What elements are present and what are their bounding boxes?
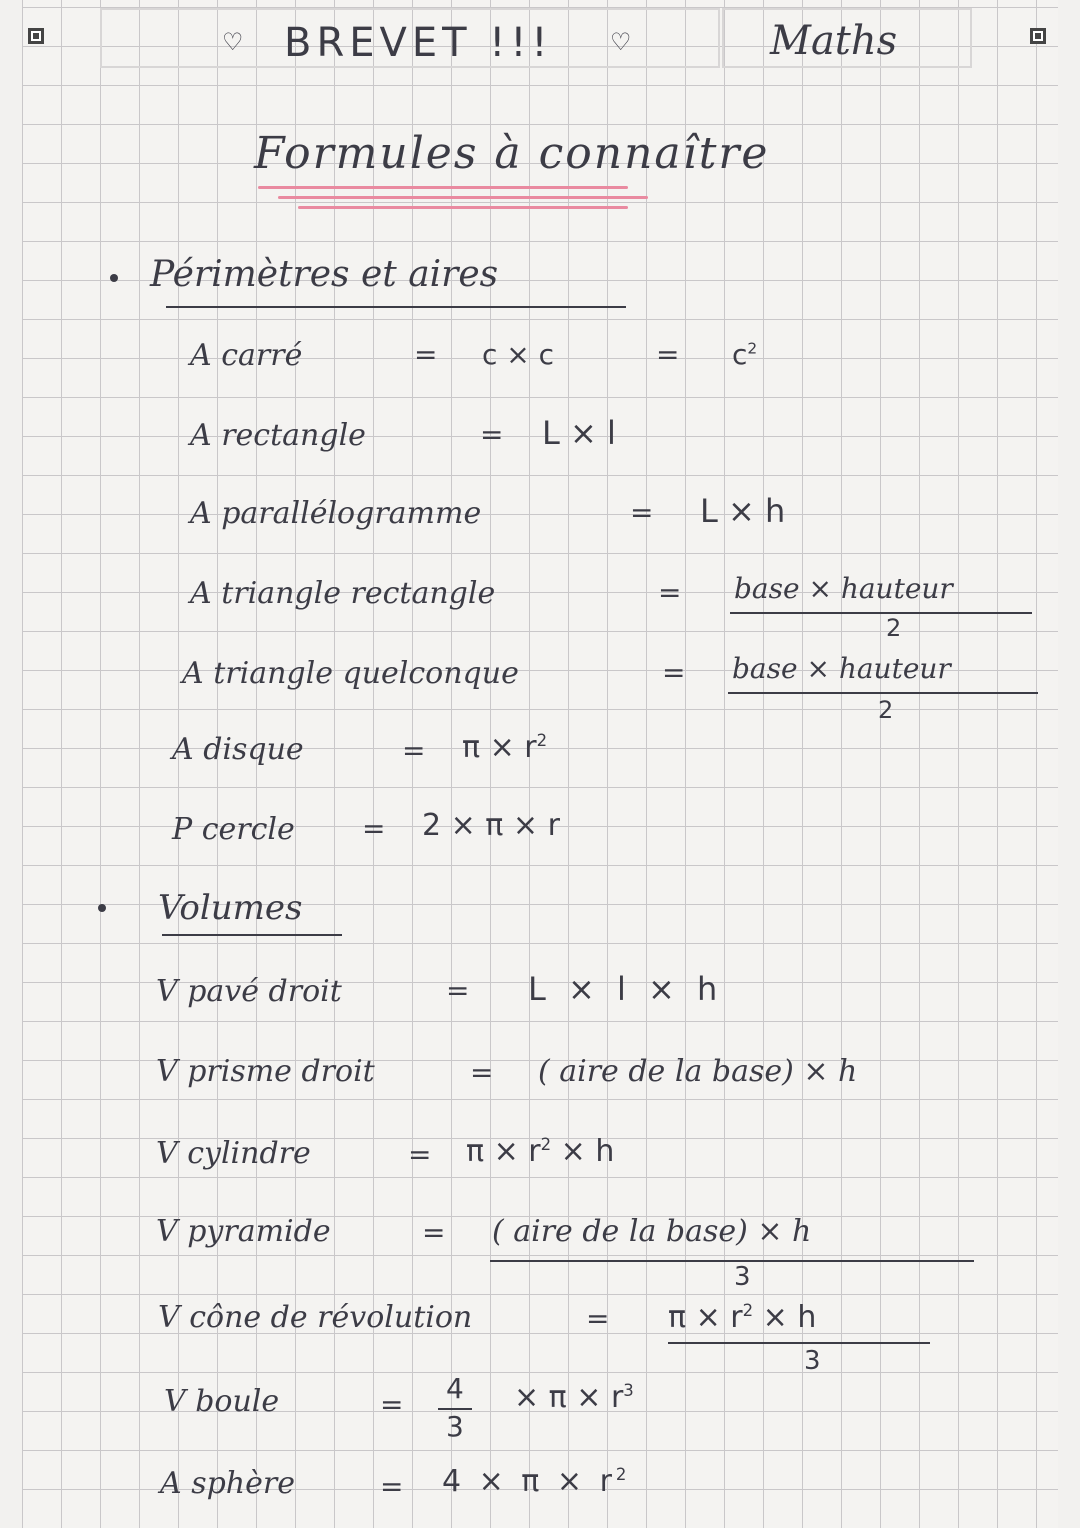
formula-rhs: L × h bbox=[700, 492, 786, 530]
fraction-numerator: ( aire de la base) × h bbox=[492, 1214, 812, 1249]
formula-label: A triangle quelconque bbox=[182, 656, 519, 691]
formula-label: A parallélogramme bbox=[190, 496, 482, 531]
equals-sign: = bbox=[380, 1388, 404, 1421]
fraction-numerator bbox=[668, 1300, 816, 1335]
subject-label: Maths bbox=[770, 18, 898, 64]
formula-rhs: L × l bbox=[542, 414, 616, 452]
notebook-page bbox=[22, 0, 1058, 1528]
base-text: π × r bbox=[668, 1300, 743, 1335]
heart-icon: ♡ bbox=[610, 28, 632, 56]
fraction-denominator: 2 bbox=[886, 614, 902, 642]
equals-sign: = bbox=[586, 1302, 610, 1335]
fraction-denominator: 3 bbox=[446, 1410, 464, 1443]
formula-rhs bbox=[462, 730, 547, 765]
exponent: 2 bbox=[742, 1301, 754, 1320]
equals-sign: = bbox=[414, 338, 438, 371]
equals-sign: = bbox=[446, 974, 470, 1007]
base-text: c bbox=[732, 338, 748, 371]
formula-rhs: c × c bbox=[482, 338, 555, 371]
formula-label: P cercle bbox=[172, 812, 295, 847]
equals-sign: = bbox=[658, 576, 682, 609]
formula-rhs bbox=[466, 1134, 614, 1169]
section-heading-perimetres: Périmètres et aires bbox=[150, 254, 499, 295]
fraction-bar bbox=[668, 1342, 930, 1344]
equals-sign: = bbox=[422, 1216, 446, 1249]
exponent: 3 bbox=[623, 1381, 634, 1400]
equals-sign: = bbox=[656, 338, 680, 371]
equals-sign: = bbox=[408, 1138, 432, 1171]
formula-rhs: ( aire de la base) × h bbox=[538, 1054, 858, 1089]
fraction-numerator: base × hauteur bbox=[734, 572, 953, 605]
bullet bbox=[110, 274, 118, 282]
formula-label: V cylindre bbox=[156, 1136, 311, 1171]
bookmark-icon bbox=[1030, 28, 1046, 44]
formula-rhs bbox=[514, 1380, 634, 1415]
tail-text: × h bbox=[551, 1134, 615, 1169]
exponent: 2 bbox=[615, 1465, 631, 1484]
exponent: 2 bbox=[536, 731, 548, 750]
formula-label: A disque bbox=[172, 732, 304, 767]
formula-rhs bbox=[732, 338, 757, 371]
formula-label: A carré bbox=[190, 338, 303, 373]
fraction-denominator: 2 bbox=[878, 696, 894, 724]
bookmark-icon bbox=[28, 28, 44, 44]
fraction-numerator: 4 bbox=[446, 1372, 464, 1405]
title-highlight bbox=[278, 196, 648, 199]
page-title: Formules à connaître bbox=[254, 128, 770, 179]
fraction-bar bbox=[490, 1260, 974, 1262]
equals-sign: = bbox=[480, 418, 504, 451]
fraction-numerator: base × hauteur bbox=[732, 652, 951, 685]
section-heading-volumes: Volumes bbox=[158, 888, 303, 928]
base-text: 4 × π × r bbox=[442, 1464, 616, 1499]
equals-sign: = bbox=[470, 1056, 494, 1089]
heading-underline bbox=[166, 306, 626, 308]
base-text: π × r bbox=[462, 730, 537, 765]
fraction-bar bbox=[730, 612, 1032, 614]
formula-rhs bbox=[442, 1464, 630, 1499]
equals-sign: = bbox=[402, 734, 426, 767]
formula-label: V cône de révolution bbox=[158, 1300, 473, 1335]
base-text: × π × r bbox=[514, 1380, 624, 1415]
formula-label: V prisme droit bbox=[156, 1054, 375, 1089]
formula-label: V pyramide bbox=[156, 1214, 331, 1249]
title-highlight bbox=[298, 206, 628, 209]
formula-label: V boule bbox=[164, 1384, 280, 1419]
formula-rhs: L × l × h bbox=[528, 970, 724, 1008]
exponent: 2 bbox=[747, 339, 758, 358]
heading-underline bbox=[162, 934, 342, 936]
fraction-bar bbox=[728, 692, 1038, 694]
header-title: BREVET !!! bbox=[284, 20, 553, 66]
formula-rhs: 2 × π × r bbox=[422, 808, 560, 843]
formula-label: A triangle rectangle bbox=[190, 576, 496, 611]
fraction-denominator: 3 bbox=[804, 1346, 821, 1376]
bullet bbox=[98, 904, 106, 912]
formula-label: V pavé droit bbox=[156, 974, 342, 1009]
formula-label: A sphère bbox=[160, 1466, 295, 1501]
heart-icon: ♡ bbox=[222, 28, 244, 56]
equals-sign: = bbox=[362, 812, 386, 845]
formula-label: A rectangle bbox=[190, 418, 366, 453]
exponent: 2 bbox=[540, 1135, 552, 1154]
fraction-denominator: 3 bbox=[734, 1262, 751, 1292]
title-highlight bbox=[258, 186, 628, 189]
equals-sign: = bbox=[380, 1470, 404, 1503]
tail-text: × h bbox=[753, 1300, 817, 1335]
base-text: π × r bbox=[466, 1134, 541, 1169]
equals-sign: = bbox=[662, 656, 686, 689]
equals-sign: = bbox=[630, 496, 654, 529]
